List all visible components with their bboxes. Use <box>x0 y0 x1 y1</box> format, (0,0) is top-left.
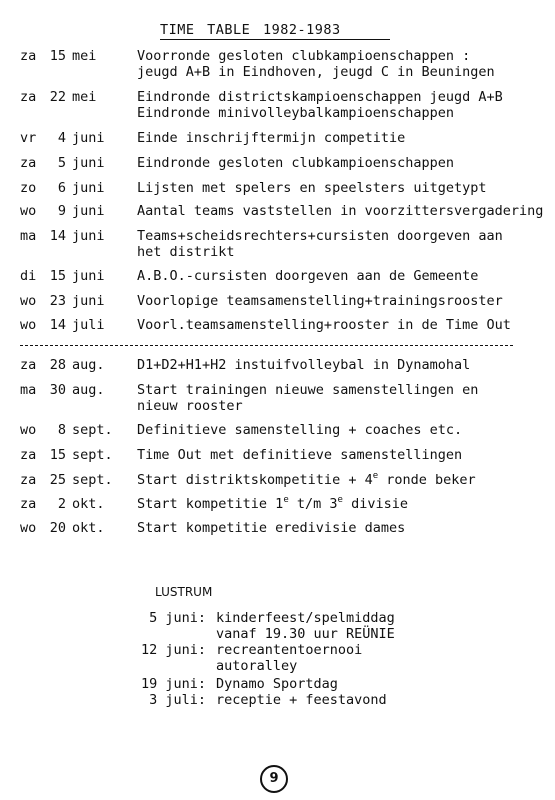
entry-weekday: ma <box>20 228 37 244</box>
entry-weekday: vr <box>20 130 37 146</box>
ordinal-suffix: e <box>337 496 343 505</box>
entry-description-line: Voorlopige teamsamenstelling+trainingsrooster <box>137 293 503 309</box>
description-text: Start kompetitie 1 <box>137 496 284 512</box>
lustrum-text-line: kinderfeest/spelmiddag <box>216 610 395 626</box>
entry-description <box>137 89 555 121</box>
entry-description-line: Voorl.teamsamenstelling+rooster in de Time Out <box>137 317 511 333</box>
entry-day-number: 6 <box>57 180 66 196</box>
entry-weekday: wo <box>20 317 37 333</box>
entry-description-line: jeugd A+B in Eindhoven, jeugd C in Beuningen <box>137 64 495 80</box>
entry-description <box>137 293 555 309</box>
entry-month: juni <box>72 228 105 244</box>
entry-month: sept. <box>72 422 113 438</box>
description-text: t/m 3 <box>288 496 338 512</box>
entry-month: juni <box>72 180 105 196</box>
dashed-divider <box>20 345 513 346</box>
lustrum-text-line: vanaf 19.30 uur REÜNIE <box>216 626 395 642</box>
entry-description <box>137 520 555 536</box>
entry-weekday: za <box>20 496 37 512</box>
entry-month: sept. <box>72 472 113 488</box>
page-title: TIME TABLE 1982-1983 <box>160 22 390 40</box>
entry-month: mei <box>72 89 97 105</box>
lustrum-date: 12 juni: <box>140 642 206 658</box>
entry-description-line <box>137 472 555 488</box>
entry-weekday: za <box>20 155 37 171</box>
entry-description <box>137 48 555 80</box>
entry-description-line: het distrikt <box>137 244 235 260</box>
entry-description-line: Einde inschrijftermijn competitie <box>137 130 406 146</box>
entry-month: juni <box>72 268 105 284</box>
schedule-row <box>20 317 555 357</box>
entry-description <box>137 130 555 146</box>
entry-month: aug. <box>72 357 105 373</box>
entry-description <box>137 422 555 438</box>
entry-month: mei <box>72 48 97 64</box>
entry-description <box>137 472 555 488</box>
entry-weekday: za <box>20 357 37 373</box>
entry-description-line: Aantal teams vaststellen in voorzittersvergadering <box>137 203 544 219</box>
entry-day-number: 20 <box>49 520 66 536</box>
entry-day-number: 22 <box>49 89 66 105</box>
entry-day-number: 15 <box>49 48 66 64</box>
entry-day-number: 15 <box>49 268 66 284</box>
entry-description <box>137 382 555 414</box>
lustrum-text <box>216 642 446 674</box>
entry-description-line: Eindronde minivolleybalkampioenschappen <box>137 105 454 121</box>
entry-day-number: 9 <box>57 203 66 219</box>
entry-description-line <box>137 496 555 512</box>
page-number: 9 <box>260 765 288 793</box>
schedule-row <box>20 228 555 268</box>
entry-weekday: di <box>20 268 37 284</box>
schedule-row <box>20 89 555 129</box>
entry-description-line: D1+D2+H1+H2 instuifvolleybal in Dynamohal <box>137 357 471 373</box>
entry-weekday: wo <box>20 293 37 309</box>
entry-description-line: Start kompetitie eredivisie dames <box>137 520 406 536</box>
entry-weekday: zo <box>20 180 37 196</box>
lustrum-text-line: receptie + feestavond <box>216 692 387 708</box>
entry-description-line: Definitieve samenstelling + coaches etc. <box>137 422 463 438</box>
entry-description <box>137 357 555 373</box>
entry-month: juni <box>72 155 105 171</box>
entry-description-line: Eindronde gesloten clubkampioenschappen <box>137 155 454 171</box>
schedule-row <box>20 520 555 560</box>
entry-description-line: Voorronde gesloten clubkampioenschappen : <box>137 48 471 64</box>
entry-day-number: 28 <box>49 357 66 373</box>
lustrum-text-line: recreantentoernooi <box>216 642 363 658</box>
ordinal-suffix: e <box>283 496 289 505</box>
description-text: ronde beker <box>378 472 476 488</box>
entry-day-number: 2 <box>57 496 66 512</box>
entry-description-line: Start trainingen nieuwe samenstellingen en <box>137 382 479 398</box>
entry-day-number: 30 <box>49 382 66 398</box>
entry-description-line: Time Out met definitieve samenstellingen <box>137 447 463 463</box>
entry-day-number: 14 <box>49 228 66 244</box>
lustrum-text <box>216 610 446 642</box>
entry-month: okt. <box>72 520 105 536</box>
lustrum-heading: LUSTRUM <box>155 585 213 599</box>
entry-description-line: A.B.O.-cursisten doorgeven aan de Gemeente <box>137 268 479 284</box>
entry-description <box>137 180 555 196</box>
schedule-row <box>20 48 555 88</box>
entry-description-line: Teams+scheidsrechters+cursisten doorgeven aan <box>137 228 503 244</box>
entry-weekday: ma <box>20 382 37 398</box>
entry-weekday: wo <box>20 520 37 536</box>
entry-weekday: za <box>20 48 37 64</box>
entry-month: juli <box>72 317 105 333</box>
entry-day-number: 5 <box>57 155 66 171</box>
lustrum-date: 5 juni: <box>149 610 206 626</box>
entry-weekday: wo <box>20 422 37 438</box>
entry-month: sept. <box>72 447 113 463</box>
lustrum-date: 3 juli: <box>149 692 206 708</box>
entry-description-line: Eindronde districtskampioenschappen jeugd A+B <box>137 89 503 105</box>
entry-day-number: 25 <box>49 472 66 488</box>
description-text: Start distriktskompetitie + 4 <box>137 472 373 488</box>
entry-month: juni <box>72 130 105 146</box>
ordinal-suffix: e <box>372 472 379 481</box>
entry-day-number: 8 <box>57 422 66 438</box>
lustrum-date: 19 juni: <box>140 676 206 692</box>
entry-month: okt. <box>72 496 105 512</box>
entry-description-line: nieuw rooster <box>137 398 243 414</box>
entry-description <box>137 228 555 260</box>
lustrum-text <box>216 676 446 692</box>
entry-month: juni <box>72 293 105 309</box>
schedule-row <box>20 382 555 422</box>
entry-description <box>137 268 555 284</box>
entry-day-number: 15 <box>49 447 66 463</box>
entry-description <box>137 447 555 463</box>
entry-weekday: za <box>20 89 37 105</box>
entry-day-number: 4 <box>57 130 66 146</box>
lustrum-text <box>216 692 446 708</box>
entry-month: juni <box>72 203 105 219</box>
entry-description <box>137 496 555 512</box>
description-text: divisie <box>342 496 408 512</box>
entry-day-number: 14 <box>49 317 66 333</box>
entry-weekday: wo <box>20 203 37 219</box>
entry-day-number: 23 <box>49 293 66 309</box>
entry-weekday: za <box>20 447 37 463</box>
entry-description <box>137 155 555 171</box>
entry-description-line: Lijsten met spelers en speelsters uitgetypt <box>137 180 487 196</box>
lustrum-text-line: Dynamo Sportdag <box>216 676 338 692</box>
entry-weekday: za <box>20 472 37 488</box>
entry-description <box>137 203 555 219</box>
lustrum-text-line: autoralley <box>216 658 298 674</box>
entry-description <box>137 317 555 333</box>
entry-month: aug. <box>72 382 105 398</box>
